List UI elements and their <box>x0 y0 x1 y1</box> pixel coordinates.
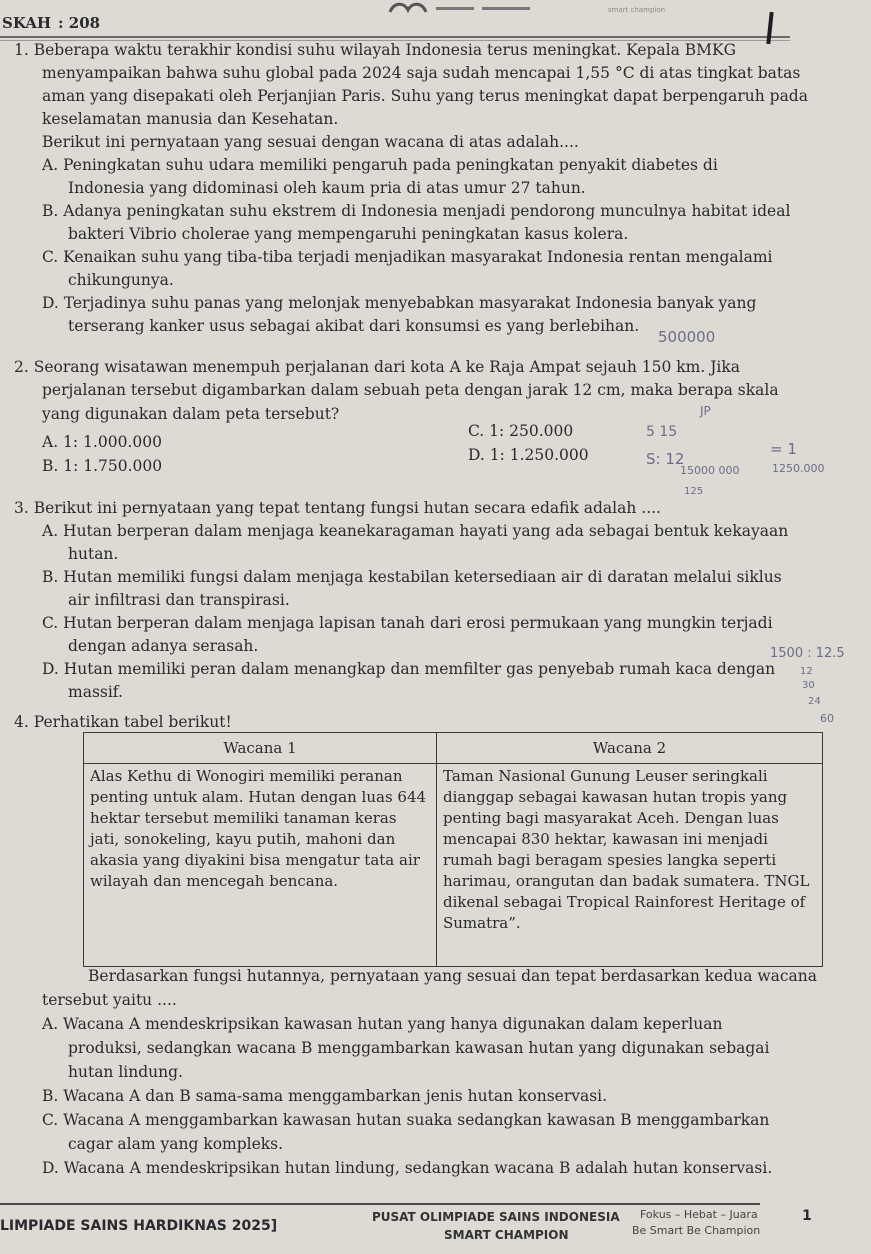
footer-organizer: PUSAT OLIMPIADE SAINS INDONESIA <box>372 1210 620 1224</box>
table-cell-wacana-1: Alas Kethu di Wonogiri memiliki peranan penting untuk alam. Hutan dengan luas 644 hektar tersebut memiliki tanaman keras jati, sonokeling, kayu putih, mahoni dan akasia yang diyakini bisa mengatur tata air wilayah dan mencegah bencana. <box>84 764 437 967</box>
header-label: SKAH <box>2 14 52 32</box>
q3-option-a: A. Hutan berperan dalam menjaga keanekaragaman hayati yang ada sebagai bentuk kekayaan <box>42 522 789 540</box>
handwriting-note: 125 <box>684 486 704 497</box>
q2-line: perjalanan tersebut digambarkan dalam sebuah peta dengan jarak 12 cm, maka berapa skala <box>42 381 779 399</box>
handwriting-note: 500000 <box>658 328 716 346</box>
footer-divider <box>0 1203 760 1205</box>
q1-line: aman yang disepakati oleh Perjanjian Paris. Suhu yang terus meningkat dapat berpengaruh pada <box>42 87 808 105</box>
q3-option-c-cont: dengan adanya serasah. <box>68 637 259 655</box>
header-value: : 208 <box>58 14 101 32</box>
handwriting-note: 15000 000 <box>680 464 740 477</box>
header-logo-icon <box>386 0 534 18</box>
q1-option-b-cont: bakteri Vibrio cholerae yang mempengaruhi peningkatan kasus kolera. <box>68 225 629 243</box>
handwriting-note: JP <box>700 404 711 418</box>
q2-line: 2. Seorang wisatawan menempuh perjalanan dari kota A ke Raja Ampat sejauh 150 km. Jika <box>14 358 741 376</box>
footer-tagline: Be Smart Be Champion <box>632 1224 761 1237</box>
q1-option-b: B. Adanya peningkatan suhu ekstrem di Indonesia menjadi pendorong munculnya habitat ideal <box>42 202 791 220</box>
handwriting-note: 1500 : 12.5 <box>770 646 845 661</box>
q4-option-c-cont: cagar alam yang kompleks. <box>68 1135 284 1153</box>
q3-option-b: B. Hutan memiliki fungsi dalam menjaga kestabilan ketersediaan air di daratan melalui siklus <box>42 568 782 586</box>
q2-option-a: A. 1: 1.000.000 <box>42 433 162 451</box>
q4-intro: 4. Perhatikan tabel berikut! <box>14 713 232 731</box>
handwriting-note: 60 <box>820 712 834 725</box>
q1-option-c-cont: chikungunya. <box>68 271 174 289</box>
header-brand-small: smart champion <box>608 6 666 14</box>
q1-line: keselamatan manusia dan Kesehatan. <box>42 110 339 128</box>
table-cell-wacana-2: Taman Nasional Gunung Leuser seringkali dianggap sebagai kawasan hutan tropis yang penting bagi masyarakat Aceh. Dengan luas mencapai 830 hektar, kawasan ini menjadi rumah bagi beragam spesies langka seperti harimau, orangutan dan badak sumatera. TNGL dikenal sebagai Tropical Rainforest Heritage of Sumatra”. <box>437 764 823 967</box>
q3-option-d-cont: massif. <box>68 683 123 701</box>
q4-option-d: D. Wacana A mendeskripsikan hutan lindung, sedangkan wacana B adalah hutan konservasi. <box>42 1159 773 1177</box>
header-divider <box>0 36 790 38</box>
q4-option-a-cont: hutan lindung. <box>68 1063 183 1081</box>
q2-option-c: C. 1: 250.000 <box>468 422 574 440</box>
footer-motto: Fokus – Hebat – Juara <box>640 1208 758 1221</box>
q4-question-cont: tersebut yaitu .... <box>42 991 177 1009</box>
q3-option-c: C. Hutan berperan dalam menjaga lapisan tanah dari erosi permukaan yang mungkin terjadi <box>42 614 773 632</box>
handwriting-note: 5 15 <box>646 424 678 440</box>
q1-line: Berikut ini pernyataan yang sesuai dengan wacana di atas adalah.... <box>42 133 579 151</box>
q1-line: 1. Beberapa waktu terakhir kondisi suhu wilayah Indonesia terus meningkat. Kepala BMKG <box>14 41 737 59</box>
footer-event-title: LIMPIADE SAINS HARDIKNAS 2025] <box>0 1218 278 1234</box>
q1-option-d: D. Terjadinya suhu panas yang melonjak menyebabkan masyarakat Indonesia banyak yang <box>42 294 757 312</box>
handwriting-note: 12 <box>800 666 813 677</box>
q3-line: 3. Berikut ini pernyataan yang tepat tentang fungsi hutan secara edafik adalah .... <box>14 499 661 517</box>
table-header-wacana-1: Wacana 1 <box>84 733 437 764</box>
q4-option-a-cont: produksi, sedangkan wacana B menggambarkan kawasan hutan yang digunakan sebagai <box>68 1039 770 1057</box>
q1-option-d-cont: terserang kanker usus sebagai akibat dari konsumsi es yang berlebihan. <box>68 317 640 335</box>
q4-question: Berdasarkan fungsi hutannya, pernyataan yang sesuai dan tepat berdasarkan kedua wacana <box>88 967 818 985</box>
q1-option-a: A. Peningkatan suhu udara memiliki pengaruh pada peningkatan penyakit diabetes di <box>42 156 718 174</box>
page-number: 1 <box>802 1208 812 1224</box>
q1-option-a-cont: Indonesia yang didominasi oleh kaum pria di atas umur 27 tahun. <box>68 179 586 197</box>
handwriting-note: 1250.000 <box>772 462 825 475</box>
table-header-wacana-2: Wacana 2 <box>437 733 823 764</box>
q1-option-c: C. Kenaikan suhu yang tiba-tiba terjadi menjadikan masyarakat Indonesia rentan mengalami <box>42 248 773 266</box>
comparison-table <box>83 732 823 967</box>
q4-option-b: B. Wacana A dan B sama-sama menggambarkan jenis hutan konservasi. <box>42 1087 608 1105</box>
q3-option-d: D. Hutan memiliki peran dalam menangkap dan memfilter gas penyebab rumah kaca dengan <box>42 660 776 678</box>
handwriting-note: S: 12 <box>646 450 685 468</box>
q3-option-b-cont: air infiltrasi dan transpirasi. <box>68 591 290 609</box>
handwriting-note: 30 <box>802 680 815 691</box>
q4-option-c: C. Wacana A menggambarkan kawasan hutan suaka sedangkan kawasan B menggambarkan <box>42 1111 770 1129</box>
handwriting-note: 24 <box>808 696 821 707</box>
footer-brand: SMART CHAMPION <box>444 1228 569 1242</box>
q4-option-a: A. Wacana A mendeskripsikan kawasan hutan yang hanya digunakan dalam keperluan <box>42 1015 723 1033</box>
q2-option-d: D. 1: 1.250.000 <box>468 446 589 464</box>
q2-line: yang digunakan dalam peta tersebut? <box>42 405 340 423</box>
q3-option-a-cont: hutan. <box>68 545 119 563</box>
q2-option-b: B. 1: 1.750.000 <box>42 457 163 475</box>
handwriting-note: = 1 <box>770 440 797 458</box>
q1-line: menyampaikan bahwa suhu global pada 2024 saja sudah mencapai 1,55 °C di atas tingkat batas <box>42 64 801 82</box>
